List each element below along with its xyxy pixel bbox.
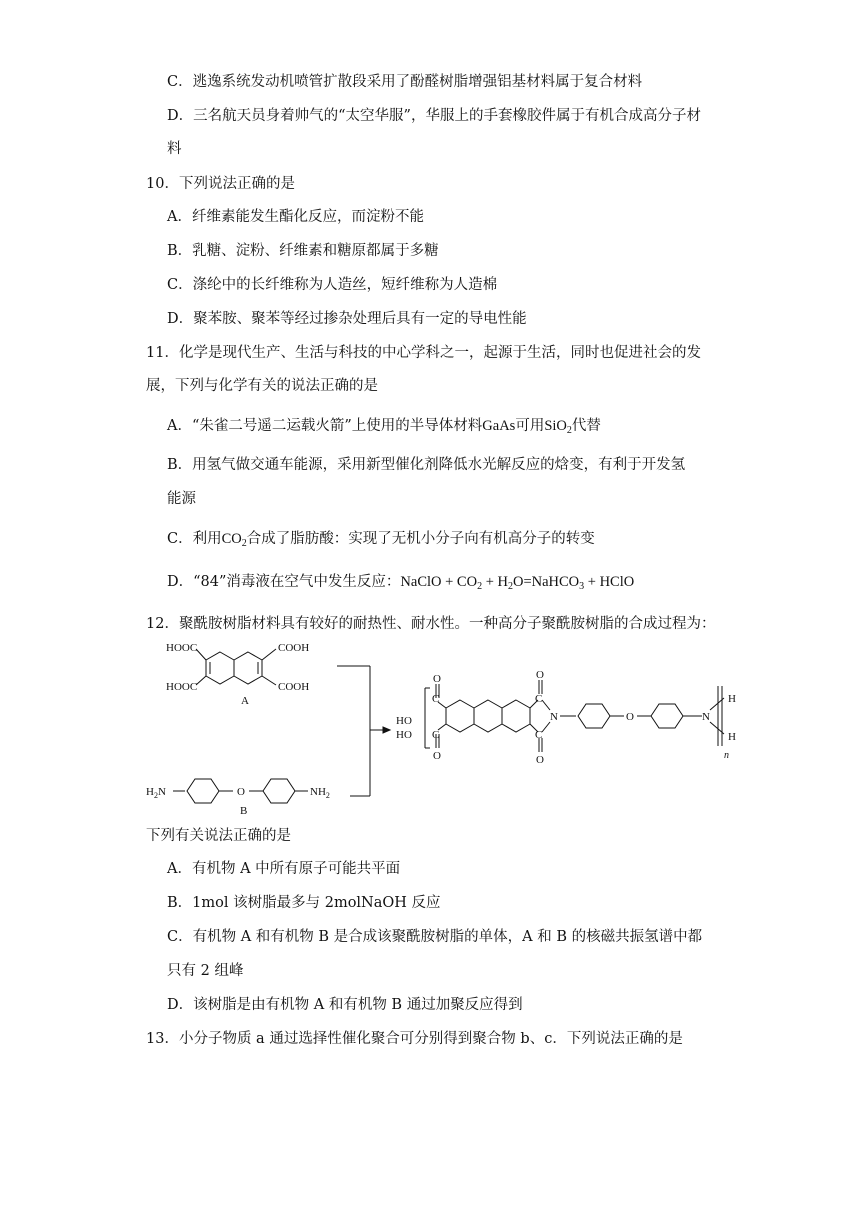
q10-option-c: C．涤纶中的长纤维称为人造丝，短纤维称为人造棉 bbox=[167, 277, 498, 293]
q11-stem-line2: 展，下列与化学有关的说法正确的是 bbox=[146, 378, 378, 394]
q11-option-d bbox=[167, 572, 634, 592]
q11-stem-line1: 11．化学是现代生产、生活与科技的中心学科之一，起源于生活，同时也促进社会的发 bbox=[146, 345, 701, 361]
product-c-top-right: C bbox=[535, 693, 543, 705]
q12-after-figure: 下列有关说法正确的是 bbox=[146, 828, 291, 844]
b-left-ring bbox=[187, 779, 219, 803]
q11-option-c-text: C．利用 bbox=[167, 531, 222, 547]
b-ether-o: O bbox=[237, 786, 245, 798]
product-h-top: H bbox=[728, 693, 736, 705]
q12-option-c-continued: 只有 2 组峰 bbox=[167, 963, 244, 979]
a-hooc-top: HOOC bbox=[166, 642, 198, 654]
q9-option-d-continued: 料 bbox=[167, 141, 182, 157]
reaction-equation: NaClO + $CO_2$ + $H_2O=NaHCO_3$ + HClO bbox=[400, 574, 635, 592]
sio2-formula: SiO$_2$ bbox=[544, 418, 572, 436]
polyamide-synthesis-figure bbox=[140, 636, 760, 816]
gaas-formula: GaAs bbox=[482, 418, 516, 434]
a-cooh-top: COOH bbox=[278, 642, 310, 654]
q9-option-d: D．三名航天员身着帅气的“太空华服”，华服上的手套橡胶件属于有机合成高分子材 bbox=[167, 108, 701, 124]
product-ring-1 bbox=[446, 700, 474, 732]
q11-option-c bbox=[167, 529, 595, 549]
q12-option-b: B．1mol 该树脂最多与 2molNaOH 反应 bbox=[167, 895, 441, 911]
q10-option-b: B．乳糖、淀粉、纤维素和糖原都属于多糖 bbox=[167, 243, 439, 259]
a-hooc-bottom: HOOC bbox=[166, 681, 198, 693]
q13-stem: 13．小分子物质 a 通过选择性催化聚合可分别得到聚合物 b、c．下列说法正确的是 bbox=[146, 1031, 683, 1047]
product-o-top-right: O bbox=[536, 669, 544, 681]
q9-option-c: C．逃逸系统发动机喷管扩散段采用了酚醛树脂增强铝基材料属于复合材料 bbox=[167, 74, 643, 90]
q11-option-a bbox=[167, 416, 601, 436]
q12-option-a: A．有机物 A 中所有原子可能共平面 bbox=[167, 861, 401, 877]
q11-option-c-post: 合成了脂肪酸：实现了无机小分子向有机高分子的转变 bbox=[246, 531, 595, 547]
compound-a-label: A bbox=[241, 695, 249, 707]
b-right-ring bbox=[263, 779, 295, 803]
q11-option-b: B．用氢气做交通车能源，采用新型催化剂降低水光解反应的焓变，有利于开发氢 bbox=[167, 457, 686, 473]
product-ring-4 bbox=[578, 704, 610, 728]
product-ho-top: HO bbox=[396, 715, 412, 727]
product-c-bottom-left: C bbox=[432, 729, 440, 741]
q11-option-a-mid: 可用 bbox=[515, 418, 545, 434]
q12-stem: 12．聚酰胺树脂材料具有较好的耐热性、耐水性。一种高分子聚酰胺树脂的合成过程为： bbox=[146, 616, 716, 632]
product-h-bottom: H bbox=[728, 731, 736, 743]
q11-option-a-text: A．“朱雀二号遥二运载火箭”上使用的半导体材料 bbox=[167, 418, 483, 434]
product-o-top-left: O bbox=[433, 673, 441, 685]
product-terminal-n: N bbox=[702, 711, 710, 723]
q12-option-d: D．该树脂是由有机物 A 和有机物 B 通过加聚反应得到 bbox=[167, 997, 523, 1013]
product-ether-o: O bbox=[626, 711, 634, 723]
q10-option-d: D．聚苯胺、聚苯等经过掺杂处理后具有一定的导电性能 bbox=[167, 311, 527, 327]
product-ring-2 bbox=[474, 700, 502, 732]
q10-stem: 10．下列说法正确的是 bbox=[146, 176, 295, 192]
co2-formula: $CO_2$ bbox=[221, 531, 247, 549]
product-o-bottom-right: O bbox=[536, 754, 544, 766]
product-c-bottom-right: C bbox=[535, 729, 543, 741]
product-imide-n: N bbox=[550, 711, 558, 723]
compound-b-label: B bbox=[240, 805, 248, 816]
product-ho-bottom: HO bbox=[396, 729, 412, 741]
a-cooh-bottom: COOH bbox=[278, 681, 310, 693]
product-c-top-left: C bbox=[432, 693, 440, 705]
product-subscript-n: n bbox=[724, 750, 729, 761]
product-ring-5 bbox=[651, 704, 683, 728]
q10-option-a: A．纤维素能发生酯化反应，而淀粉不能 bbox=[167, 209, 424, 225]
product-o-bottom-left: O bbox=[433, 750, 441, 762]
q11-option-a-post: 代替 bbox=[571, 418, 601, 434]
q11-option-d-text: D．“84”消毒液在空气中发生反应： bbox=[167, 574, 401, 590]
product-ring-3 bbox=[502, 700, 530, 732]
q11-option-b-continued: 能源 bbox=[167, 491, 196, 507]
q12-option-c: C．有机物 A 和有机物 B 是合成该聚酰胺树脂的单体，A 和 B 的核磁共振氢谱中都 bbox=[167, 929, 703, 945]
b-h2n: $H_2N$ bbox=[146, 786, 166, 800]
b-nh2: $NH_2$ bbox=[310, 786, 330, 800]
